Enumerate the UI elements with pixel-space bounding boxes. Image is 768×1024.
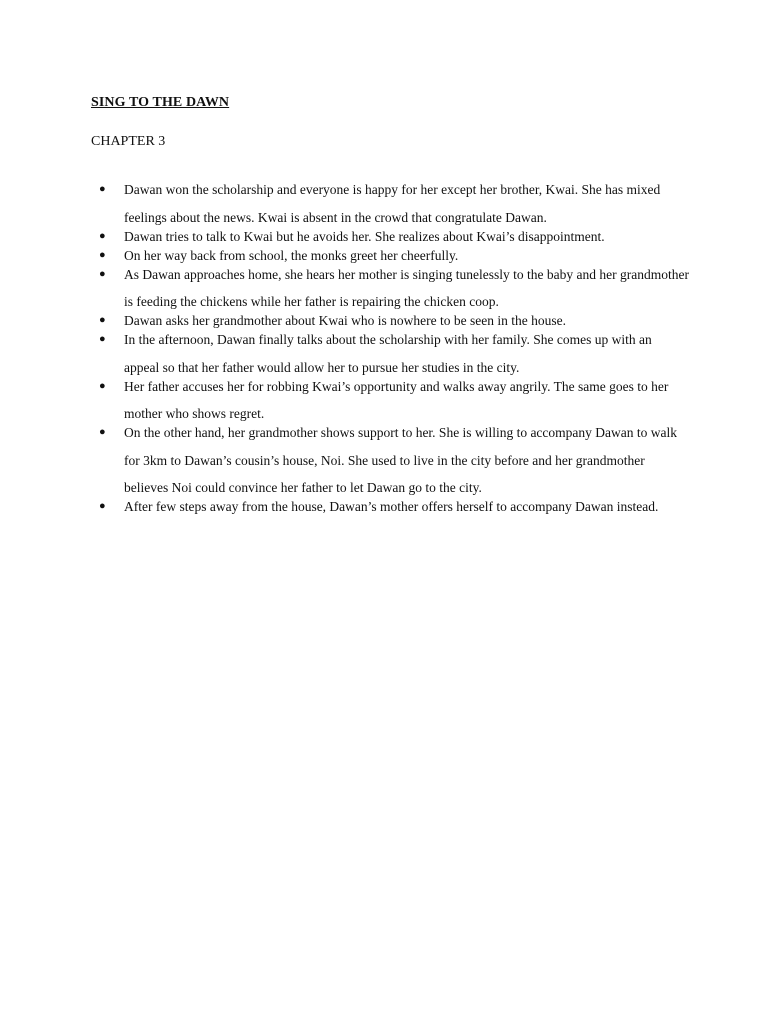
bullet-icon: ● xyxy=(99,267,106,280)
list-item-text: In the afternoon, Dawan finally talks about the scholarship with her family. She comes up with an appeal so that her father would allow her to pursue her studies in the city. xyxy=(124,332,652,375)
list-item xyxy=(99,493,689,521)
bullet-icon: ● xyxy=(99,379,106,392)
list-item xyxy=(99,419,689,502)
bullet-icon: ● xyxy=(99,229,106,242)
bullet-icon: ● xyxy=(99,333,106,345)
bullet-icon: ● xyxy=(99,426,106,438)
document-title: SING TO THE DAWN xyxy=(91,95,230,110)
list-item-text: On her way back from school, the monks greet her cheerfully. xyxy=(124,247,459,263)
list-item-text: Her father accuses her for robbing Kwai’s opportunity and walks away angrily. The same goes to her mother who shows regret. xyxy=(124,378,669,421)
list-item-text: On the other hand, her grandmother shows support to her. She is willing to accompany Dawan to walk for 3km to Dawan’s cousin’s house, Noi. She used to live in the city before and her grandmother believes Noi could convince her father to let Dawan go to the city. xyxy=(124,425,678,495)
bullet-icon: ● xyxy=(99,183,106,195)
bullet-list xyxy=(99,176,689,521)
chapter-heading: CHAPTER 3 xyxy=(91,134,166,149)
list-item-text: Dawan tries to talk to Kwai but he avoids her. She realizes about Kwai’s disappointment. xyxy=(124,228,605,244)
list-item-text: As Dawan approaches home, she hears her mother is singing tunelessly to the baby and her grandmother is feeding the chickens while her father is repairing the chicken coop. xyxy=(124,266,689,309)
list-item-text: Dawan asks her grandmother about Kwai who is nowhere to be seen in the house. xyxy=(124,313,567,328)
list-item-text: After few steps away from the house, Dawan’s mother offers herself to accompany Dawan instead. xyxy=(124,499,659,514)
bullet-icon: ● xyxy=(99,314,106,326)
list-item-text: Dawan won the scholarship and everyone is happy for her except her brother, Kwai. She has mixed feelings about the news. Kwai is absent in the crowd that congratulate Dawan. xyxy=(124,182,661,225)
bullet-icon: ● xyxy=(99,500,106,512)
bullet-icon: ● xyxy=(99,248,106,261)
